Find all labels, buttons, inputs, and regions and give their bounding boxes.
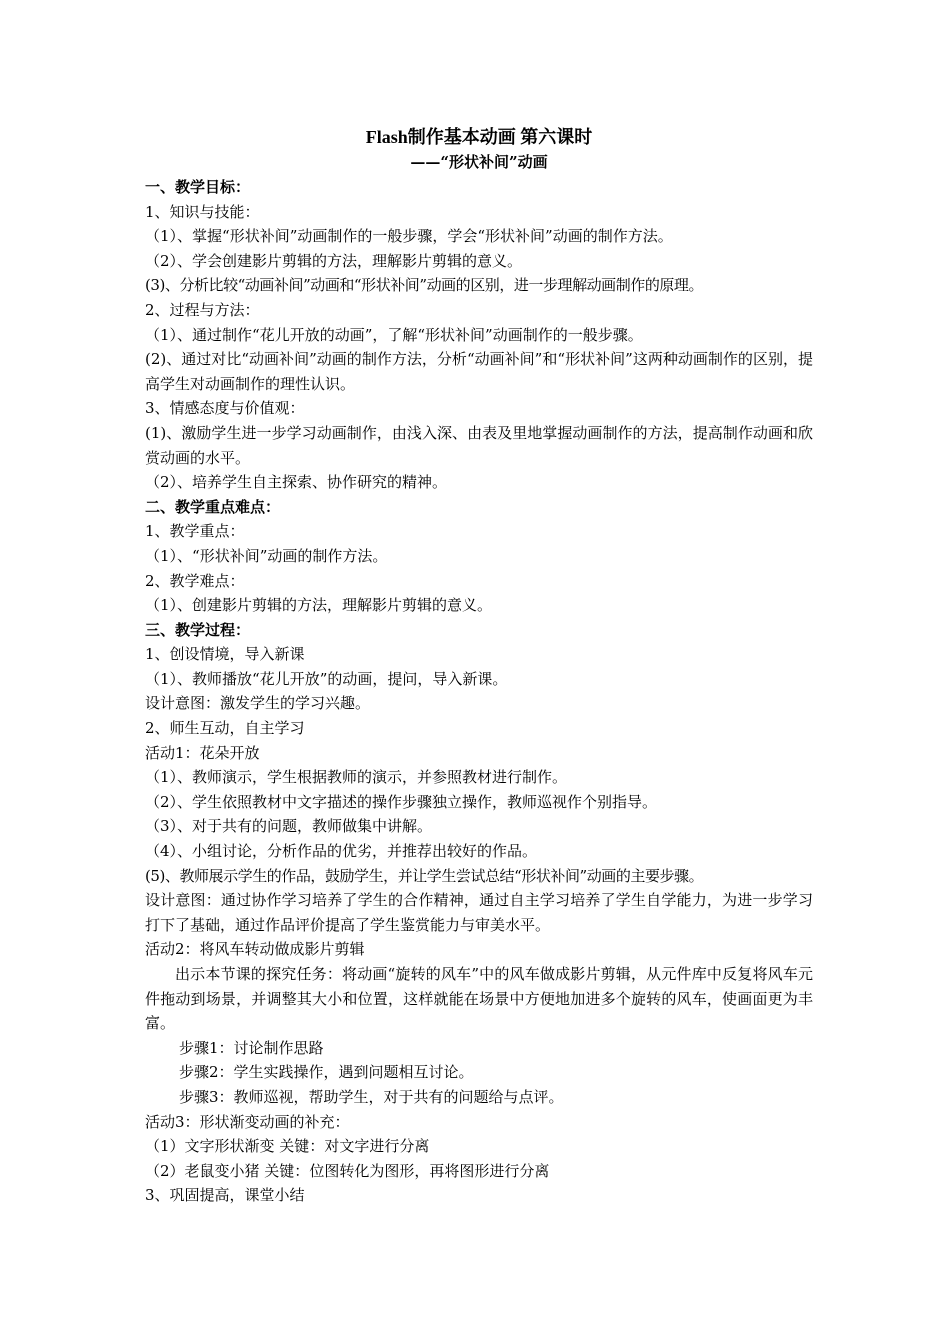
paragraph-line: 2、教学难点： [145,571,245,590]
paragraph-line: （4）、小组讨论，分析作品的优劣，并推荐出较好的作品。 [145,842,538,861]
paragraph-line: 3、巩固提高，课堂小结 [145,1186,305,1205]
paragraph-line: (2)、通过对比“动画补间”动画的制作方法，分析“动画补间”和“形状补间”这两种动画制作的区别，提高学生对动画制作的理性认识。 [145,350,813,393]
section-heading: 一、教学目标： [145,178,251,196]
paragraph-line: 2、师生互动，自主学习 [145,719,305,738]
paragraph-line: （2）、培养学生自主探索、协作研究的精神。 [145,473,448,492]
section-heading: 三、教学过程： [145,620,251,639]
paragraph-line: （2）、学会创建影片剪辑的方法，理解影片剪辑的意义。 [145,251,523,270]
paragraph-line: (1)、激励学生进一步学习动画制作，由浅入深、由表及里地掌握动画制作的方法，提高制作动画和欣赏动画的水平。 [145,423,813,467]
paragraph-line: 设计意图：激发学生的学习兴趣。 [145,694,371,713]
paragraph-line: （1）、教师演示，学生根据教师的演示，并参照教材进行制作。 [145,768,568,787]
paragraph-line: （1）、“形状补间”动画的制作方法。 [145,546,388,565]
paragraph-line: （1）、通过制作“花儿开放的动画”，了解“形状补间”动画制作的一般步骤。 [145,325,643,344]
paragraph-line: 出示本节课的探究任务：将动画“旋转的风车”中的风车做成影片剪辑，从元件库中反复将风车元件拖动到场景，并调整其大小和位置，这样就能在场景中方便地加进多个旋转的风车，使画面更为丰富。 [145,965,813,1033]
paragraph-line: 活动2：将风车转动做成影片剪辑 [145,940,365,959]
paragraph-line: （1）、教师播放“花儿开放”的动画，提问，导入新课。 [145,669,508,688]
paragraph-line: （2）老鼠变小猪 关键：位图转化为图形，再将图形进行分离 [145,1161,550,1180]
paragraph-line: 设计意图：通过协作学习培养了学生的合作精神，通过自主学习培养了学生自学能力，为进一步学习打下了基础，通过作品评价提高了学生鉴赏能力与审美水平。 [145,891,813,934]
document-title: Flash制作基本动画 第六课时 [365,127,593,147]
paragraph-line: 2、过程与方法： [145,300,260,319]
paragraph-line: 3、情感态度与价值观： [145,399,305,418]
paragraph-line: (3)、分析比较“动画补间”动画和“形状补间”动画的区别，进一步理解动画制作的原理。 [145,276,704,295]
document-page [145,124,813,1208]
paragraph-line: 步骤2：学生实践操作，遇到问题相互讨论。 [179,1063,474,1082]
paragraph-line: 步骤1：讨论制作思路 [179,1038,324,1057]
paragraph-line: （1）、创建影片剪辑的方法，理解影片剪辑的意义。 [145,596,493,615]
paragraph-line: （2）、学生依照教材中文字描述的操作步骤独立操作，教师巡视作个别指导。 [145,792,658,811]
paragraph-line: (5)、教师展示学生的作品，鼓励学生，并让学生尝试总结“形状补间”动画的主要步骤。 [145,866,704,885]
paragraph-line: 1、知识与技能： [145,202,260,221]
paragraph-line: （3）、对于共有的问题，教师做集中讲解。 [145,817,433,836]
paragraph-line: 活动1：花朵开放 [145,743,260,762]
document-subtitle: ——“形状补间”动画 [410,153,548,171]
paragraph-line: （1）文字形状渐变 关键：对文字进行分离 [145,1137,430,1156]
section-heading: 二、教学重点难点： [145,497,281,516]
paragraph-line: 1、创设情境，导入新课 [145,645,305,664]
paragraph-line: 步骤3：教师巡视，帮助学生，对于共有的问题给与点评。 [179,1087,564,1106]
paragraph-line: 活动3：形状渐变动画的补充： [145,1112,350,1131]
document-body [145,175,813,1208]
paragraph-line: （1）、掌握“形状补间”动画制作的一般步骤，学会“形状补间”动画的制作方法。 [145,227,673,246]
paragraph-line: 1、教学重点： [145,522,245,541]
